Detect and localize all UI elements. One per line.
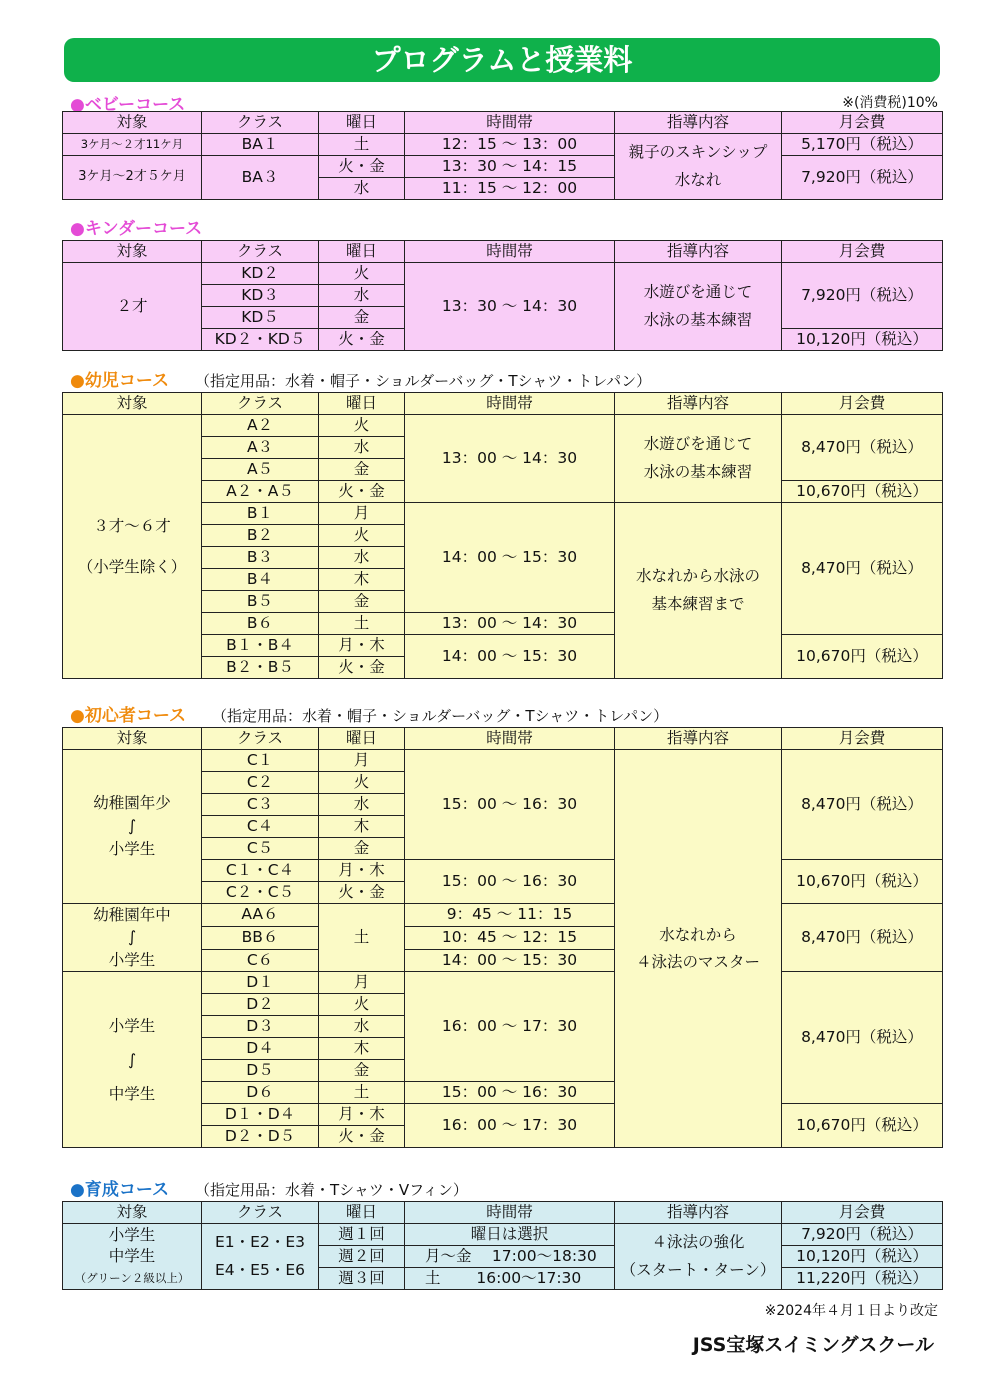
header-target: 対象: [63, 728, 202, 750]
header-fee: 月会費: [782, 393, 943, 415]
class-cell: B１・B４: [202, 635, 319, 657]
table-row: [63, 415, 943, 437]
table-row: [63, 1224, 943, 1246]
revision-note: ※2024年４月１日より改定: [764, 1303, 938, 1319]
day-cell: 土: [319, 613, 405, 635]
day-cell: 水: [319, 437, 405, 459]
day-cell: 週２回: [319, 1246, 405, 1268]
day-cell: 木: [319, 1038, 405, 1060]
class-cell: C６: [202, 949, 319, 972]
day-cell: 火: [319, 415, 405, 437]
class-cell: KD２: [202, 263, 319, 285]
header-fee: 月会費: [782, 728, 943, 750]
required-items-note: （指定用品：水着・帽子・ショルダーバッグ・Tシャツ・トレパン）: [211, 707, 669, 725]
class-cell: C１: [202, 750, 319, 772]
fee-cell: 10,670円（税込）: [782, 481, 943, 503]
header-content: 指導内容: [615, 241, 782, 263]
day-cell: 火: [319, 994, 405, 1016]
table-row: [63, 156, 943, 178]
day-cell: 火: [319, 525, 405, 547]
class-cell: D５: [202, 1060, 319, 1082]
day-cell: 水: [319, 1016, 405, 1038]
day-cell: 週１回: [319, 1224, 405, 1246]
header-fee: 月会費: [782, 1202, 943, 1224]
content-cell: 水なれから水泳の 基本練習まで: [615, 503, 782, 679]
fee-cell: 10,120円（税込）: [782, 329, 943, 351]
time-cell: 11：15 ～ 12：00: [405, 178, 615, 200]
fee-cell: 7,920円（税込）: [782, 263, 943, 329]
table-header-row: [63, 393, 943, 415]
header-content: 指導内容: [615, 112, 782, 134]
target-cell: 小学生 中学生 （グリーン２級以上）: [63, 1224, 202, 1290]
class-cell: KD５: [202, 307, 319, 329]
class-cell: B２: [202, 525, 319, 547]
class-cell: D６: [202, 1082, 319, 1104]
section-title-shoshin: ●初心者コース （指定用品：水着・帽子・ショルダーバッグ・Tシャツ・トレパン）: [70, 706, 669, 726]
header-day: 曜日: [319, 112, 405, 134]
day-cell: 火・金: [319, 882, 405, 904]
class-cell: A２: [202, 415, 319, 437]
header-target: 対象: [63, 393, 202, 415]
class-cell: A３: [202, 437, 319, 459]
day-cell: 月: [319, 972, 405, 994]
table-header-row: [63, 241, 943, 263]
time-cell: 13：30 ～ 14：30: [405, 263, 615, 351]
table-row: [63, 750, 943, 772]
table-row: [63, 263, 943, 285]
day-cell: 火: [319, 263, 405, 285]
time-cell: 土 16:00～17:30: [405, 1268, 615, 1290]
school-name: JSS宝塚スイミングスクール: [692, 1334, 934, 1356]
content-cell: 水遊びを通じて 水泳の基本練習: [615, 263, 782, 351]
day-cell: 月: [319, 750, 405, 772]
header-target: 対象: [63, 112, 202, 134]
time-cell: 13：00 ～ 14：30: [405, 415, 615, 503]
class-cell: BA１: [202, 134, 319, 156]
class-cell: B２・B５: [202, 657, 319, 679]
day-cell: 木: [319, 816, 405, 838]
day-cell: 月: [319, 503, 405, 525]
fee-cell: 5,170円（税込）: [782, 134, 943, 156]
day-cell: 金: [319, 307, 405, 329]
time-cell: 16：00 ～ 17：30: [405, 1104, 615, 1148]
baby-table: [62, 111, 943, 200]
ikusei-table: [62, 1201, 943, 1290]
header-content: 指導内容: [615, 393, 782, 415]
time-cell: 曜日は選択: [405, 1224, 615, 1246]
day-cell: 土: [319, 134, 405, 156]
table-row: [63, 904, 943, 927]
day-cell: 月・木: [319, 860, 405, 882]
header-class: クラス: [202, 728, 319, 750]
class-cell: C３: [202, 794, 319, 816]
time-cell: 14：00 ～ 15：30: [405, 635, 615, 679]
header-class: クラス: [202, 241, 319, 263]
header-day: 曜日: [319, 1202, 405, 1224]
header-day: 曜日: [319, 393, 405, 415]
class-cell: C２: [202, 772, 319, 794]
fee-cell: 10,670円（税込）: [782, 860, 943, 904]
header-time: 時間帯: [405, 728, 615, 750]
day-cell: 金: [319, 838, 405, 860]
class-cell: A２・A５: [202, 481, 319, 503]
class-cell: D１: [202, 972, 319, 994]
fee-cell: 7,920円（税込）: [782, 156, 943, 200]
time-cell: 13：30 ～ 14：15: [405, 156, 615, 178]
fee-cell: 7,920円（税込）: [782, 1224, 943, 1246]
target-cell: 3ケ月～2才５ケ月: [63, 156, 202, 200]
target-cell: ２才: [63, 263, 202, 351]
day-cell: 水: [319, 178, 405, 200]
day-cell: 月・木: [319, 1104, 405, 1126]
time-cell: 14：00 ～ 15：30: [405, 949, 615, 972]
page-title: プログラムと授業料: [64, 38, 940, 82]
section-title-baby: ●ベビーコース: [70, 95, 186, 115]
day-cell: 火: [319, 772, 405, 794]
time-cell: 14：00 ～ 15：30: [405, 503, 615, 613]
tax-note: ※(消費税)10%: [842, 95, 938, 111]
section-title-youji: ●幼児コース （指定用品：水着・帽子・ショルダーバッグ・Tシャツ・トレパン）: [70, 371, 652, 391]
section-title-ikusei: ●育成コース （指定用品：水着・Tシャツ・Vフィン）: [70, 1180, 468, 1200]
fee-cell: 11,220円（税込）: [782, 1268, 943, 1290]
table-row: [63, 972, 943, 994]
youji-table: [62, 392, 943, 679]
class-cell: D４: [202, 1038, 319, 1060]
day-cell: 水: [319, 285, 405, 307]
class-cell: D２・D５: [202, 1126, 319, 1148]
header-day: 曜日: [319, 728, 405, 750]
content-cell: ４泳法の強化 （スタート・ターン）: [615, 1224, 782, 1290]
class-cell: D１・D４: [202, 1104, 319, 1126]
section-title-kinder: ●キンダーコース: [70, 219, 203, 239]
content-cell: 水遊びを通じて 水泳の基本練習: [615, 415, 782, 503]
class-cell: D２: [202, 994, 319, 1016]
header-time: 時間帯: [405, 393, 615, 415]
class-cell: E1・E2・E3 E4・E5・E6: [202, 1224, 319, 1290]
day-cell: 火・金: [319, 481, 405, 503]
class-cell: AA６: [202, 904, 319, 927]
header-class: クラス: [202, 393, 319, 415]
time-cell: 月～金 17:00～18:30: [405, 1246, 615, 1268]
fee-cell: 8,470円（税込）: [782, 972, 943, 1104]
class-cell: A５: [202, 459, 319, 481]
header-fee: 月会費: [782, 241, 943, 263]
kinder-table: [62, 240, 943, 351]
class-cell: B６: [202, 613, 319, 635]
header-target: 対象: [63, 241, 202, 263]
header-class: クラス: [202, 1202, 319, 1224]
table-header-row: [63, 728, 943, 750]
day-cell: 木: [319, 569, 405, 591]
day-cell: 金: [319, 1060, 405, 1082]
header-content: 指導内容: [615, 1202, 782, 1224]
header-fee: 月会費: [782, 112, 943, 134]
day-cell: 火・金: [319, 657, 405, 679]
time-cell: 15：00 ～ 16：30: [405, 750, 615, 860]
time-cell: 16：00 ～ 17：30: [405, 972, 615, 1082]
target-cell: 小学生 ∫ 中学生: [63, 972, 202, 1148]
header-content: 指導内容: [615, 728, 782, 750]
class-cell: C５: [202, 838, 319, 860]
day-cell: 金: [319, 591, 405, 613]
class-cell: BB６: [202, 926, 319, 949]
time-cell: 15：00 ～ 16：30: [405, 1082, 615, 1104]
table-row: [63, 134, 943, 156]
day-cell: 水: [319, 794, 405, 816]
class-cell: KD３: [202, 285, 319, 307]
day-cell: 水: [319, 547, 405, 569]
fee-cell: 8,470円（税込）: [782, 750, 943, 860]
content-cell: 水なれから ４泳法のマスター: [615, 750, 782, 1148]
time-cell: 15：00 ～ 16：30: [405, 860, 615, 904]
content-cell: 親子のスキンシップ 水なれ: [615, 134, 782, 200]
fee-cell: 10,670円（税込）: [782, 635, 943, 679]
header-class: クラス: [202, 112, 319, 134]
class-cell: B３: [202, 547, 319, 569]
class-cell: BA３: [202, 156, 319, 200]
time-cell: 13：00 ～ 14：30: [405, 613, 615, 635]
class-cell: KD２・KD５: [202, 329, 319, 351]
day-cell: 月・木: [319, 635, 405, 657]
class-cell: B１: [202, 503, 319, 525]
day-cell: 土: [319, 1082, 405, 1104]
target-cell: ３才～６才 （小学生除く）: [63, 415, 202, 679]
day-cell: 週３回: [319, 1268, 405, 1290]
day-cell: 火・金: [319, 329, 405, 351]
fee-cell: 10,120円（税込）: [782, 1246, 943, 1268]
fee-cell: 8,470円（税込）: [782, 503, 943, 635]
fee-cell: 8,470円（税込）: [782, 415, 943, 481]
class-cell: B５: [202, 591, 319, 613]
header-time: 時間帯: [405, 1202, 615, 1224]
day-cell: 土: [319, 904, 405, 972]
class-cell: D３: [202, 1016, 319, 1038]
required-items-note: （指定用品：水着・帽子・ショルダーバッグ・Tシャツ・トレパン）: [194, 372, 652, 390]
day-cell: 火・金: [319, 1126, 405, 1148]
class-cell: C４: [202, 816, 319, 838]
class-cell: C２・C５: [202, 882, 319, 904]
shoshin-table: [62, 727, 943, 1148]
table-header-row: [63, 112, 943, 134]
day-cell: 火・金: [319, 156, 405, 178]
table-header-row: [63, 1202, 943, 1224]
header-time: 時間帯: [405, 112, 615, 134]
header-time: 時間帯: [405, 241, 615, 263]
fee-cell: 8,470円（税込）: [782, 904, 943, 972]
time-cell: 12：15 ～ 13：00: [405, 134, 615, 156]
target-cell: 幼稚園年少 ∫ 小学生: [63, 750, 202, 904]
class-cell: C１・C４: [202, 860, 319, 882]
required-items-note: （指定用品：水着・Tシャツ・Vフィン）: [194, 1181, 468, 1199]
class-cell: B４: [202, 569, 319, 591]
header-day: 曜日: [319, 241, 405, 263]
target-cell: 3ケ月～２才11ケ月: [63, 134, 202, 156]
time-cell: 9：45 ～ 11：15: [405, 904, 615, 927]
day-cell: 金: [319, 459, 405, 481]
fee-cell: 10,670円（税込）: [782, 1104, 943, 1148]
time-cell: 10：45 ～ 12：15: [405, 926, 615, 949]
header-target: 対象: [63, 1202, 202, 1224]
target-cell: 幼稚園年中 ∫ 小学生: [63, 904, 202, 972]
